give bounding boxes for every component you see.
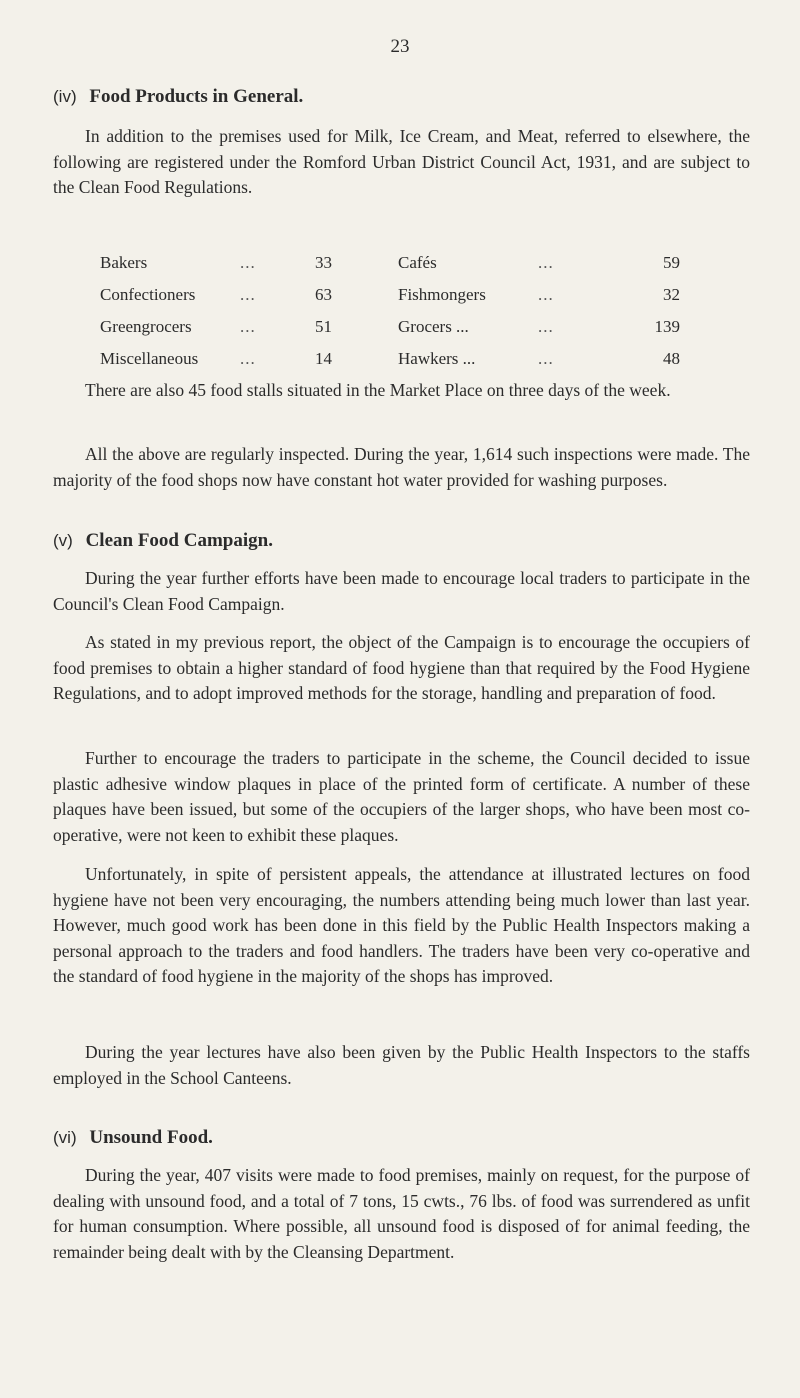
premises-type: Hawkers ... xyxy=(398,349,476,368)
premises-count: 139 xyxy=(654,317,680,336)
section-heading-unsound-food xyxy=(53,1127,213,1149)
table-row xyxy=(100,253,680,285)
page-number: 23 xyxy=(390,36,410,57)
leader-dots: ... xyxy=(538,317,554,336)
premises-type: Confectioners xyxy=(100,285,196,304)
leader-dots: ... xyxy=(240,253,256,272)
section-number: (v) xyxy=(53,531,73,550)
premises-type: Bakers xyxy=(100,253,148,272)
leader-dots: ... xyxy=(538,253,554,272)
food-products-intro: In addition to the premises used for Milk, Ice Cream, and Meat, referred to elsewhere, the following are registered under the Romford Urban District Council Act, 1931, and are subject to the Clean Food Regulations. xyxy=(53,126,750,197)
clean-food-paragraph-1: During the year further efforts have been made to encourage local traders to participate in the Council's Clean Food Campaign. xyxy=(53,568,750,614)
premises-type: Greengrocers xyxy=(100,317,192,336)
section-heading-food-products xyxy=(53,86,303,108)
leader-dots: ... xyxy=(240,349,256,368)
premises-type: Cafés xyxy=(398,253,437,272)
table-row xyxy=(100,317,680,349)
premises-count: 59 xyxy=(663,253,680,272)
section-title: Clean Food Campaign. xyxy=(85,530,273,551)
table-row xyxy=(100,285,680,317)
section-title: Unsound Food. xyxy=(89,1127,213,1148)
section-number: (vi) xyxy=(53,1128,77,1147)
premises-count: 32 xyxy=(663,285,680,304)
food-stalls-paragraph: There are also 45 food stalls situated in the Market Place on three days of the week. xyxy=(85,380,671,400)
premises-count: 63 xyxy=(315,285,332,304)
leader-dots: ... xyxy=(240,317,256,336)
premises-count: 14 xyxy=(315,349,332,368)
leader-dots: ... xyxy=(538,349,554,368)
leader-dots: ... xyxy=(538,285,554,304)
section-title: Food Products in General. xyxy=(89,86,304,107)
unsound-food-paragraph: During the year, 407 visits were made to food premises, mainly on request, for the purpose of dealing with unsound food, and a total of 7 tons, 15 cwts., 76 lbs. of food was surrendered as unfit for human consumption. Where possible, all unsound food is disposed of for animal feeding, the remainder being dealt with by the Cleansing Department. xyxy=(53,1165,750,1262)
section-heading-clean-food xyxy=(53,530,273,552)
premises-type: Fishmongers xyxy=(398,285,486,304)
clean-food-paragraph-2: As stated in my previous report, the object of the Campaign is to encourage the occupiers of food premises to obtain a higher standard of food hygiene than that required by the Food Hygiene Regulations, and to adopt improved methods for the storage, handling and preparation of food. xyxy=(53,632,750,703)
registered-premises-table xyxy=(100,253,680,381)
leader-dots: ... xyxy=(240,285,256,304)
premises-count: 48 xyxy=(663,349,680,368)
clean-food-paragraph-4: Unfortunately, in spite of persistent appeals, the attendance at illustrated lectures on food hygiene have not been very encouraging, the numbers attending being much lower than last year. However, much good work has been done in this field by the Public Health Inspectors making a personal approach to the traders and food handlers. The traders have been very co-operative and the standard of food hygiene in the majority of the shops has improved. xyxy=(53,864,750,986)
premises-type: Miscellaneous xyxy=(100,349,199,368)
section-number: (iv) xyxy=(53,87,77,106)
premises-type: Grocers ... xyxy=(398,317,469,336)
clean-food-paragraph-3: Further to encourage the traders to participate in the scheme, the Council decided to issue plastic adhesive window plaques in place of the printed form of certificate. A number of these plaques have been issued, but some of the occupiers of the larger shops, who have been most co-operative, were not keen to exhibit these plaques. xyxy=(53,748,750,845)
premises-count: 33 xyxy=(315,253,332,272)
table-row xyxy=(100,349,680,381)
inspections-paragraph: All the above are regularly inspected. During the year, 1,614 such inspections were made. The majority of the food shops now have constant hot water provided for washing purposes. xyxy=(53,444,750,490)
clean-food-paragraph-5: During the year lectures have also been given by the Public Health Inspectors to the staffs employed in the School Canteens. xyxy=(53,1042,750,1088)
premises-count: 51 xyxy=(315,317,332,336)
